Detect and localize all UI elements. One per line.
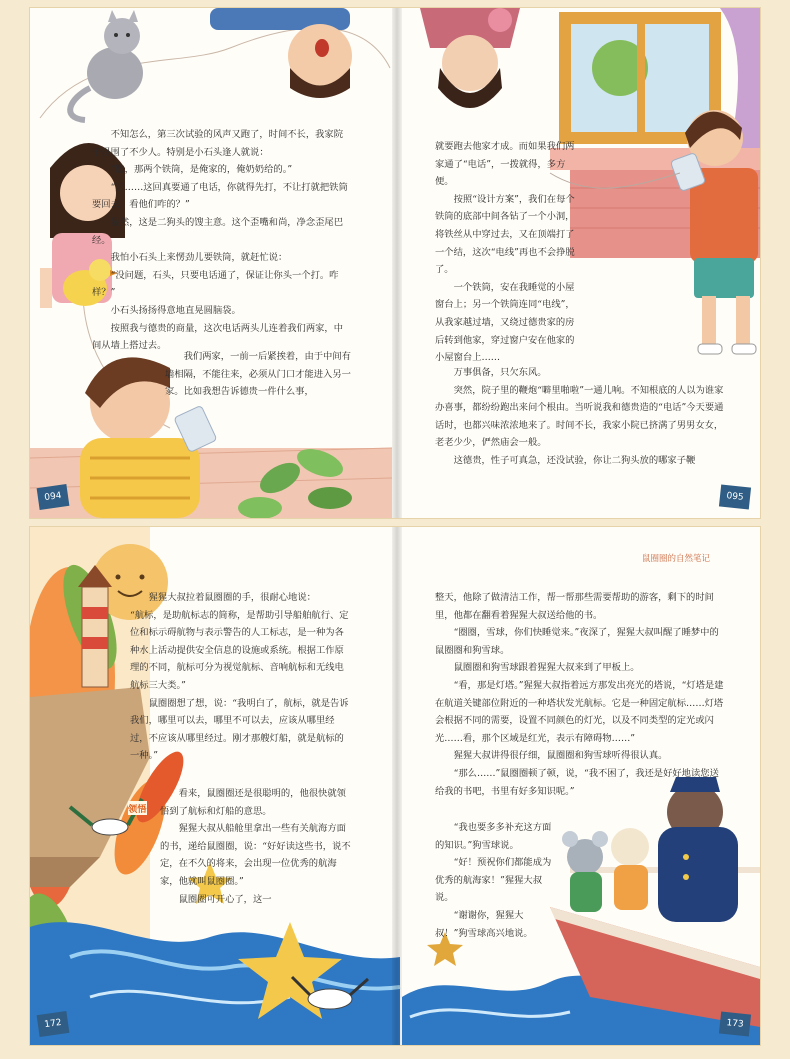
- sea-waves: [30, 922, 400, 1045]
- spread2-left-text: [130, 589, 352, 765]
- paragraph: “没问题，石头，只要电话通了，保证让你头一个打。咋样？”: [92, 269, 339, 299]
- paragraph: 按照“设计方案”，我们在每个铁筒的底部中间各钻了一个小洞，将铁丝从中穿过去，又在顶端打了一个结，这次“电线”再也不会挣脱了。: [435, 193, 575, 276]
- book-gutter: [392, 527, 402, 1045]
- page-number-left: 094: [37, 484, 70, 510]
- spread2-right-text-bottom: [435, 819, 555, 942]
- paragraph: 鼠圈圈可开心了，这一: [178, 893, 272, 905]
- paragraph: 一个铁筒，安在我睡觉的小屋窗台上；另一个铁筒连同“电线”，从我家越过墙，又绕过德贵家的房后转到他家，穿过窗户安在他家的小屋窗台上……: [435, 281, 575, 364]
- book-spread-top: [30, 8, 760, 518]
- page-number-right: 095: [719, 484, 751, 509]
- paragraph: 鼠圈圈和狗雪球跟着猩猩大叔来到了甲板上。: [453, 662, 640, 674]
- book-gutter: [392, 8, 402, 518]
- paragraph: 这德贵，性子可真急，还没试验，你让二狗头放的哪家子鞭: [453, 454, 696, 466]
- cat-illustration: [70, 10, 143, 120]
- paragraph: “我也要多多补充这方面的知识。”狗雪球说。: [435, 822, 552, 851]
- paragraph: 显然，这是二狗头的馊主意。这个歪嘴和尚，净念歪尾巴经。: [92, 216, 344, 246]
- paragraph: 我们两家，一前一后紧挨着，由于中间有墙相隔，不能往来，必须从门口才能进入另一家。比如我想告诉德贵一件什么事，: [165, 351, 351, 398]
- paragraph: 看来，鼠圈圈还是很聪明的，他很快就领悟到了航标和灯船的意思。: [160, 788, 346, 817]
- spread2-right-text-top: [435, 589, 727, 800]
- paragraph: “好！预祝你们都能成为优秀的航海家！”猩猩大叔说。: [435, 857, 552, 904]
- paragraph: 猩猩大叔讲得很仔细，鼠圈圈和狗雪球听得很认真。: [453, 750, 668, 762]
- paragraph: 鼠圈圈想了想，说：“我明白了，航标，就是告诉我们，哪里可以去，哪里不可以去，应该从哪里经过，不应该从哪里经过。刚才那艘灯船，就是航标的一种。”: [130, 697, 349, 762]
- paragraph: “谢谢你，猩猩大叔！”狗雪球高兴地说。: [435, 909, 533, 939]
- upside-down-girl: [420, 8, 520, 108]
- paragraph: 整天，他除了做清洁工作，帮一帮那些需要帮助的游客，剩下的时间里，他都在翻看着猩猩大叔送给他的书。: [435, 592, 714, 621]
- paragraph: “航标，是助航标志的简称，是帮助引导船舶航行、定位和标示碍航物与表示警告的人工标志，是一种为各种水上活动提供安全信息的设施或系统。根据工作原理的不同，航标可分为视觉航标、音响航标和无线电航标三大类。”: [130, 609, 349, 691]
- paragraph: 猩猩大叔拉着鼠圈圈的手，很耐心地说：: [148, 592, 316, 603]
- highlighted-word: 领悟: [128, 801, 147, 815]
- page-number-right: 173: [719, 1011, 751, 1036]
- page-number-left: 172: [37, 1011, 70, 1037]
- spread1-left-text-end: [165, 348, 355, 401]
- paragraph: 就要跑去他家才成。而如果我们两家通了“电话”，一拨就得，多方便。: [435, 141, 575, 188]
- paragraph: “那……这回真要通了电话，你就得先打，不让打就把铁筒要回去，看他们咋的？”: [92, 181, 348, 211]
- paragraph: “看，那是灯塔。”猩猩大叔指着远方那发出亮光的塔说，“灯塔是建在航道关键部位附近的一种塔状发光航标。它是一种固定航标……灯塔会根据不同的需要，设置不同颜色的灯光，以及不同类型的定光或闪光……看，那个区域是红光，表示有障碍物……”: [435, 679, 724, 744]
- paragraph: “圈圈，雪球，你们快睡觉来。”夜深了，猩猩大叔叫醒了睡梦中的鼠圈圈和狗雪球。: [435, 627, 719, 656]
- paragraph: 猩猩大叔从船舱里拿出一些有关航海方面的书，递给鼠圈圈，说：“好好读这些书，说不定，在不久的将来，会出现一位优秀的航海家，他就叫鼠圈圈。”: [160, 823, 351, 887]
- spread2-left-text-mid: [160, 785, 352, 908]
- book-spread-bottom: [30, 527, 760, 1045]
- dog-illustration: [611, 828, 649, 910]
- paragraph: “那么……”鼠圈圈顿了顿，说，“我不困了，我还是好好地读您送给我的书吧，书里有好多知识呢。”: [435, 767, 719, 797]
- lighthouse-illustration: [78, 565, 112, 687]
- paragraph: 万事俱备，只欠东风。: [453, 367, 547, 378]
- upside-down-boy: [210, 8, 352, 98]
- spread1-left-text: [92, 126, 352, 355]
- spread1-right-text-bottom: [435, 364, 725, 470]
- paragraph: 我怕小石头上来愣劲儿要铁筒，就赶忙说：: [110, 252, 288, 264]
- paragraph: 突然，院子里的鞭炮“噼里啪啦”一通儿响。不知根底的人以为谁家办喜事，都纷纷跑出来问个根由。当听说我和德贵造的“电话”今天要通话时，也都兴味浓浓地来了。时间不长，我家小院已挤满了男男女女，老老少少，俨然庙会一般。: [435, 384, 724, 449]
- paragraph: “瞧，那两个铁筒，是俺家的，俺奶奶给的。”: [110, 164, 293, 176]
- running-header: 鼠圈圈的自然笔记: [642, 554, 711, 564]
- paragraph: 小石头扬扬得意地直晃圆脑袋。: [110, 304, 241, 316]
- paragraph: 按照我与德贵的商量，这次电话两头儿连着我们两家，中间从墙上搭过去。: [92, 322, 344, 352]
- paragraph: 不知怎么，第三次试验的风声又跑了，时间不长，我家院子里围了不少人。特别是小石头逢人就说：: [92, 129, 344, 158]
- spread1-right-text-top: [435, 138, 575, 367]
